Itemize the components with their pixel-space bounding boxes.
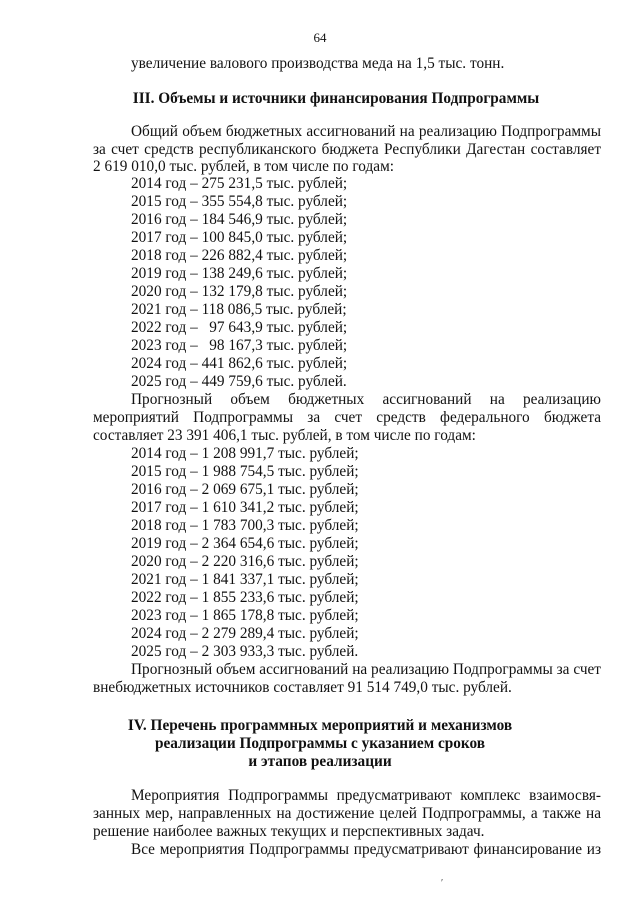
s4-para2-line-1: Все мероприятия Подпрограммы предусматривают финансирование из <box>131 841 601 858</box>
federal-year-2017: 2017 год – 1 610 341,2 тыс. рублей; <box>131 499 359 516</box>
federal-year-2022: 2022 год – 1 855 233,6 тыс. рублей; <box>131 589 359 606</box>
republic-para-line-2: за счет средств республиканского бюджета Республики Дагестан составляет <box>93 141 601 158</box>
republic-para-line-1: Общий объем бюджетных ассигнований на реализацию Подпрограммы <box>131 123 601 140</box>
federal-year-2019: 2019 год – 2 364 654,6 тыс. рублей; <box>131 535 359 552</box>
federal-year-2025: 2025 год – 2 303 933,3 тыс. рублей. <box>131 643 359 660</box>
page-number: 64 <box>313 30 327 45</box>
republic-year-2018: 2018 год – 226 882,4 тыс. рублей; <box>131 247 348 264</box>
republic-year-2015: 2015 год – 355 554,8 тыс. рублей; <box>131 193 348 210</box>
republic-year-2024: 2024 год – 441 862,6 тыс. рублей; <box>131 355 348 372</box>
republic-year-2022: 2022 год – 97 643,9 тыс. рублей; <box>131 319 348 336</box>
republic-year-2017: 2017 год – 100 845,0 тыс. рублей; <box>131 229 348 246</box>
republic-para-line-3: 2 619 010,0 тыс. рублей, в том числе по годам: <box>93 158 395 175</box>
section-4-heading-line-2: реализации Подпрограммы с указанием сроков <box>154 735 486 752</box>
republic-year-2020: 2020 год – 132 179,8 тыс. рублей; <box>131 283 348 300</box>
federal-year-2023: 2023 год – 1 865 178,8 тыс. рублей; <box>131 607 359 624</box>
republic-year-2019: 2019 год – 138 249,6 тыс. рублей; <box>131 265 348 282</box>
section-4-heading-line-3: и этапов реализации <box>248 753 392 770</box>
federal-para-line-3: составляет 23 391 406,1 тыс. рублей, в том числе по годам: <box>93 427 476 444</box>
footer-mark: ′ <box>441 878 444 889</box>
extra-para-line-1: Прогнозный объем ассигнований на реализацию Подпрограммы за счет <box>131 661 601 678</box>
federal-year-2020: 2020 год – 2 220 316,6 тыс. рублей; <box>131 553 359 570</box>
federal-year-2024: 2024 год – 2 279 289,4 тыс. рублей; <box>131 625 359 642</box>
federal-para-line-2: мероприятий Подпрограммы за счет средств федерального бюджета <box>93 409 601 426</box>
section-4-heading-line-1: IV. Перечень программных мероприятий и механизмов <box>127 717 513 734</box>
federal-year-2014: 2014 год – 1 208 991,7 тыс. рублей; <box>131 445 359 462</box>
republic-year-2014: 2014 год – 275 231,5 тыс. рублей; <box>131 175 348 192</box>
federal-para-line-1: Прогнозный объем бюджетных ассигнований на реализацию <box>131 391 601 408</box>
republic-year-2025: 2025 год – 449 759,6 тыс. рублей. <box>131 373 347 390</box>
section-3-heading: III. Объемы и источники финансирования Подпрограммы <box>132 90 540 107</box>
extra-para-line-2: внебюджетных источников составляет 91 514 749,0 тыс. рублей. <box>93 679 512 696</box>
federal-year-2016: 2016 год – 2 069 675,1 тыс. рублей; <box>131 481 359 498</box>
intro-line: увеличение валового производства меда на 1,5 тыс. тонн. <box>131 55 505 72</box>
federal-year-2015: 2015 год – 1 988 754,5 тыс. рублей; <box>131 463 359 480</box>
s4-para1-line-1: Мероприятия Подпрограммы предусматривают комплекс взаимосвя- <box>131 787 601 804</box>
republic-year-2023: 2023 год – 98 167,3 тыс. рублей; <box>131 337 348 354</box>
s4-para1-line-3: решение наиболее важных текущих и перспективных задач. <box>93 823 485 840</box>
republic-year-2016: 2016 год – 184 546,9 тыс. рублей; <box>131 211 348 228</box>
federal-year-2018: 2018 год – 1 783 700,3 тыс. рублей; <box>131 517 359 534</box>
s4-para1-line-2: занных мер, направленных на достижение целей Подпрограммы, а также на <box>93 805 601 822</box>
federal-year-2021: 2021 год – 1 841 337,1 тыс. рублей; <box>131 571 359 588</box>
republic-year-2021: 2021 год – 118 086,5 тыс. рублей; <box>131 301 347 318</box>
